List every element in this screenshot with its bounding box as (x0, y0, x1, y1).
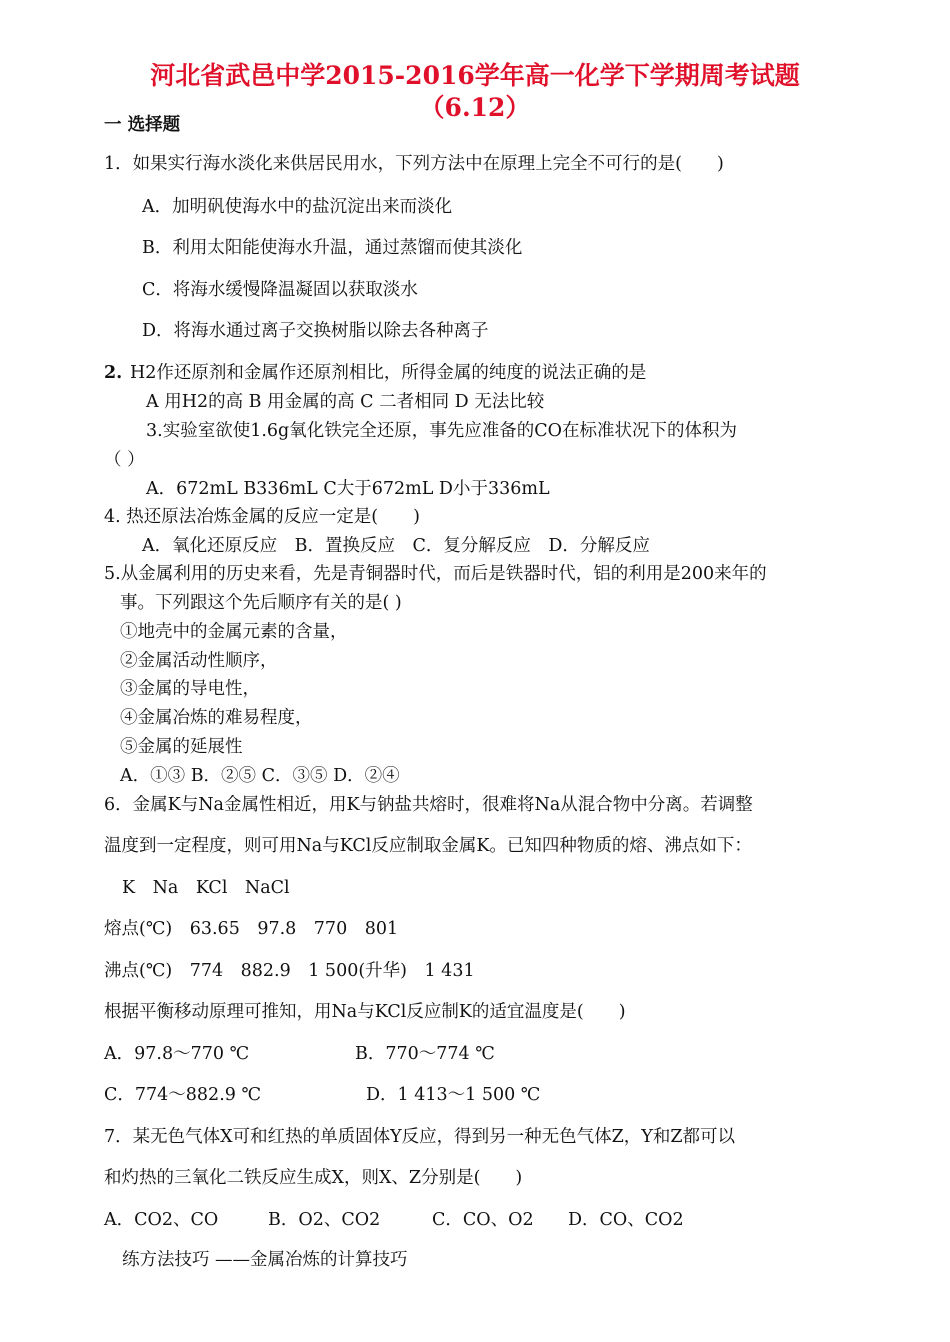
document-date: （6.12） (419, 93, 531, 122)
q5-item-5: ⑤金属的延展性 (120, 737, 243, 757)
q6-option-b: B．770～774 ℃ (355, 1044, 495, 1064)
q4-options: A．氧化还原反应 B．置换反应 C．复分解反应 D．分解反应 (142, 536, 650, 556)
q1-stem: 1．如果实行海水淡化来供居民用水，下列方法中在原理上完全不可行的是( ) (104, 154, 724, 174)
q5-item-2: ②金属活动性顺序， (120, 651, 278, 671)
method-heading: 练方法技巧 ——金属冶炼的计算技巧 (122, 1250, 408, 1270)
q2-stem: H2作还原剂和金属作还原剂相比，所得金属的纯度的说法正确的是 (130, 363, 647, 383)
q2-options: A 用H2的高 B 用金属的高 C 二者相同 D 无法比较 (146, 392, 545, 412)
q4-stem: 4. 热还原法冶炼金属的反应一定是( ) (104, 507, 420, 527)
q1-option-b: B．利用太阳能使海水升温，通过蒸馏而使其淡化 (142, 238, 523, 258)
document-title: 河北省武邑中学2015-2016学年高一化学下学期周考试题 (150, 61, 800, 90)
q1-option-d: D．将海水通过离子交换树脂以除去各种离子 (142, 321, 489, 341)
q6-option-d: D．1 413～1 500 ℃ (366, 1085, 541, 1105)
q6-table-header: K Na KCl NaCl (122, 878, 290, 898)
q6-question: 根据平衡移动原理可推知，用Na与KCl反应制K的适宜温度是( ) (104, 1002, 626, 1022)
q6-boiling-row: 沸点(℃) 774 882.9 1 500(升华) 1 431 (104, 961, 475, 981)
q7-option-a: A．CO2、CO (104, 1210, 219, 1230)
q5-item-1: ①地壳中的金属元素的含量， (120, 622, 348, 642)
q1-option-a: A．加明矾使海水中的盐沉淀出来而淡化 (142, 197, 453, 217)
q1-option-c: C．将海水缓慢降温凝固以获取淡水 (142, 280, 418, 300)
q5-options: A．①③ B．②⑤ C．③⑤ D．②④ (120, 766, 400, 786)
q5-stem-line1: 5.从金属利用的历史来看，先是青铜器时代，而后是铁器时代，铝的利用是200来年的 (104, 564, 767, 584)
q3-stem: 3.实验室欲使1.6g氧化铁完全还原，事先应准备的CO在标准状况下的体积为 (146, 421, 737, 441)
section-heading: 一 选择题 (104, 115, 181, 135)
q6-option-c: C．774～882.9 ℃ (104, 1085, 262, 1105)
q6-stem-line1: 6．金属K与Na金属性相近，用K与钠盐共熔时，很难将Na从混合物中分离。若调整 (104, 795, 753, 815)
q6-stem-line2: 温度到一定程度，则可用Na与KCl反应制取金属K。已知四种物质的熔、沸点如下： (104, 836, 752, 856)
q2-number: 2. (104, 363, 123, 383)
q7-option-c: C．CO、O2 (432, 1210, 534, 1230)
q7-option-b: B．O2、CO2 (268, 1210, 381, 1230)
q3-bracket: （ ） (104, 450, 145, 470)
q5-item-4: ④金属冶炼的难易程度， (120, 708, 313, 728)
q6-option-a: A．97.8～770 ℃ (104, 1044, 250, 1064)
q7-option-d: D．CO、CO2 (568, 1210, 684, 1230)
q3-options: A．672mL B336mL C大于672mL D小于336mL (146, 479, 550, 499)
q7-stem-line2: 和灼热的三氧化二铁反应生成X，则X、Z分别是( ) (104, 1168, 523, 1188)
q5-stem-line2: 事。下列跟这个先后顺序有关的是( ) (120, 593, 402, 613)
q6-melting-row: 熔点(℃) 63.65 97.8 770 801 (104, 919, 399, 939)
q7-stem-line1: 7．某无色气体X可和红热的单质固体Y反应，得到另一种无色气体Z，Y和Z都可以 (104, 1127, 736, 1147)
q5-item-3: ③金属的导电性， (120, 679, 260, 699)
